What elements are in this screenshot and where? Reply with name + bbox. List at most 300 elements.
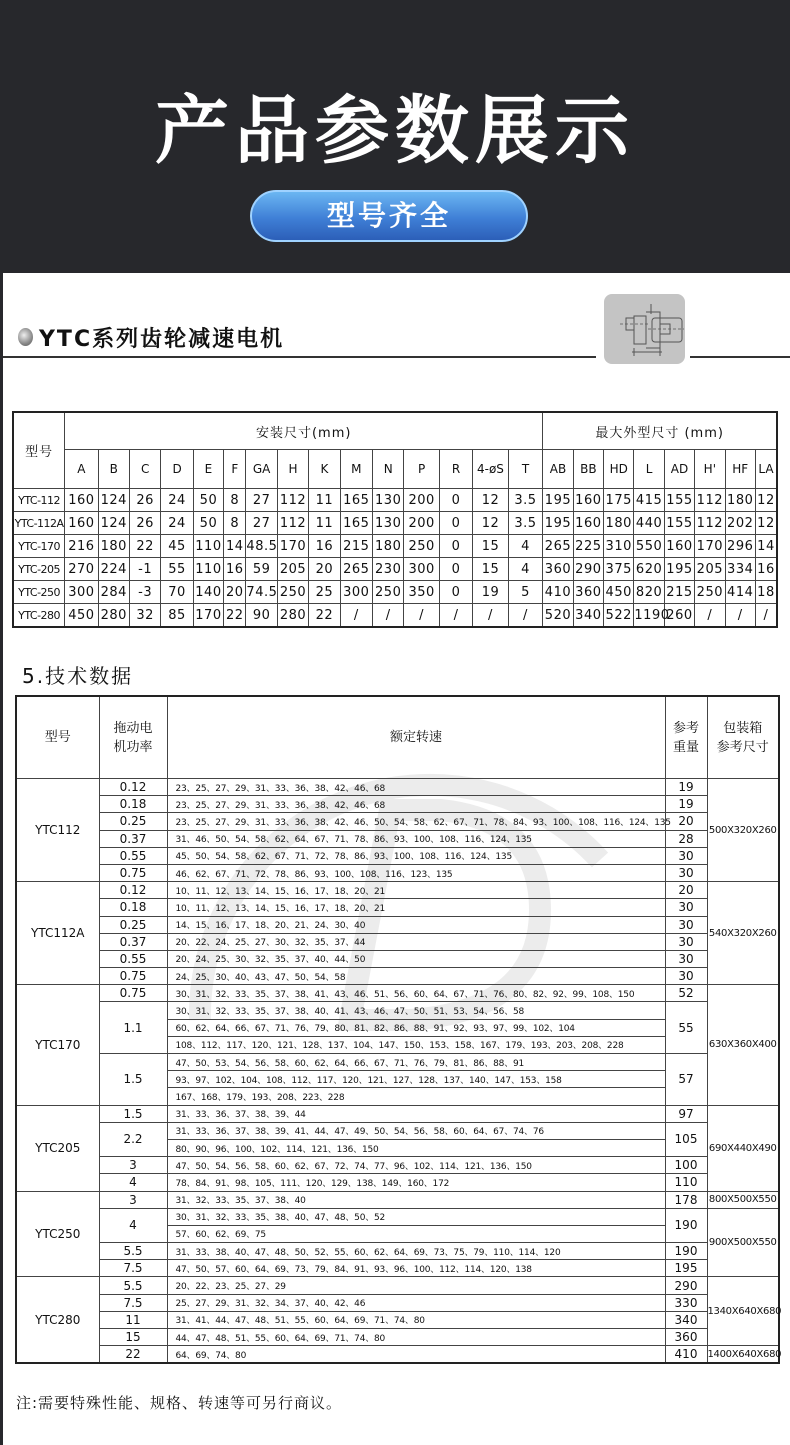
model-cell: YTC112A xyxy=(16,882,99,985)
value-cell: 3.5 xyxy=(508,512,543,535)
value-cell: 27 xyxy=(246,489,277,512)
column-header: A xyxy=(65,450,98,489)
value-cell: 165 xyxy=(340,512,372,535)
power-cell: 1.5 xyxy=(99,1054,167,1106)
column-header: 4-øS xyxy=(473,450,508,489)
value-cell: 250 xyxy=(277,581,308,604)
power-cell: 0.25 xyxy=(99,813,167,830)
value-cell: 130 xyxy=(373,489,404,512)
column-header: L xyxy=(634,450,664,489)
value-cell: 0 xyxy=(439,512,472,535)
power-cell: 0.25 xyxy=(99,916,167,933)
value-cell: 4 xyxy=(508,535,543,558)
header-model: 型号 xyxy=(13,412,65,489)
value-cell: 8 xyxy=(224,489,246,512)
value-cell: 112 xyxy=(277,489,308,512)
value-cell: 12 xyxy=(755,489,777,512)
speed-cell: 31、33、36、37、38、39、41、44、47、49、50、54、56、58、60、64、67、74、76 xyxy=(167,1122,665,1139)
value-cell: 310 xyxy=(604,535,634,558)
value-cell: 5 xyxy=(508,581,543,604)
speed-cell: 93、97、102、104、108、112、117、120、121、127、128、137、140、147、153、158 xyxy=(167,1071,665,1088)
weight-cell: 55 xyxy=(665,1002,707,1054)
power-cell: 0.55 xyxy=(99,847,167,864)
speed-cell: 80、90、96、100、102、114、121、136、150 xyxy=(167,1139,665,1156)
model-cell: YTC280 xyxy=(16,1277,99,1363)
power-cell: 5.5 xyxy=(99,1277,167,1294)
speed-cell: 57、60、62、69、75 xyxy=(167,1225,665,1242)
table-row xyxy=(16,1208,779,1225)
speed-cell: 20、22、24、25、27、30、32、35、37、44 xyxy=(167,933,665,950)
value-cell: 22 xyxy=(129,535,160,558)
value-cell: 414 xyxy=(725,581,755,604)
value-cell: 205 xyxy=(695,558,725,581)
value-cell: 4 xyxy=(508,558,543,581)
power-cell: 0.18 xyxy=(99,796,167,813)
value-cell: / xyxy=(473,604,508,628)
column-header: P xyxy=(404,450,439,489)
table-row xyxy=(16,933,779,950)
speed-cell: 46、62、67、71、72、78、86、93、100、108、116、123、135 xyxy=(167,864,665,881)
value-cell: 74.5 xyxy=(246,581,277,604)
gear-motor-drawing-icon xyxy=(604,294,685,364)
table-row xyxy=(16,796,779,813)
weight-cell: 178 xyxy=(665,1191,707,1208)
model-cell: YTC250 xyxy=(16,1191,99,1277)
table-row xyxy=(16,1174,779,1191)
speed-cell: 31、32、33、35、37、38、40 xyxy=(167,1191,665,1208)
model-cell: YTC-112 xyxy=(13,489,65,512)
header-box-line2: 参考尺寸 xyxy=(716,739,769,755)
value-cell: 280 xyxy=(277,604,308,628)
value-cell: 230 xyxy=(373,558,404,581)
weight-cell: 30 xyxy=(665,916,707,933)
value-cell: 45 xyxy=(161,535,193,558)
value-cell: 160 xyxy=(65,512,98,535)
table-row xyxy=(13,512,777,535)
value-cell: 296 xyxy=(725,535,755,558)
model-cell: YTC-280 xyxy=(13,604,65,628)
value-cell: 195 xyxy=(543,489,573,512)
power-cell: 2.2 xyxy=(99,1122,167,1156)
power-cell: 0.37 xyxy=(99,830,167,847)
footnote: 注:需要特殊性能、规格、转速等可另行商议。 xyxy=(16,1394,343,1412)
value-cell: 250 xyxy=(695,581,725,604)
value-cell: / xyxy=(508,604,543,628)
table-row xyxy=(16,847,779,864)
power-cell: 7.5 xyxy=(99,1294,167,1311)
divider xyxy=(3,356,396,358)
header-model xyxy=(16,696,99,779)
value-cell: 450 xyxy=(604,581,634,604)
value-cell: 0 xyxy=(439,581,472,604)
table-row xyxy=(16,899,779,916)
box-size-cell: 690X440X490 xyxy=(707,1105,779,1191)
power-cell: 0.75 xyxy=(99,985,167,1002)
speed-cell: 31、33、38、40、47、48、50、52、55、60、62、64、69、73、75、79、110、114、120 xyxy=(167,1243,665,1260)
table-row xyxy=(16,1105,779,1122)
value-cell: 19 xyxy=(473,581,508,604)
tech-data-table xyxy=(15,695,780,1364)
value-cell: 620 xyxy=(634,558,664,581)
weight-cell: 57 xyxy=(665,1054,707,1106)
header-power-line2: 机功率 xyxy=(113,739,153,755)
power-cell: 4 xyxy=(99,1174,167,1191)
value-cell: 112 xyxy=(277,512,308,535)
model-cell: YTC170 xyxy=(16,985,99,1105)
value-cell: 85 xyxy=(161,604,193,628)
power-cell: 0.75 xyxy=(99,968,167,985)
speed-cell: 167、168、179、193、208、223、228 xyxy=(167,1088,665,1105)
speed-cell: 45、50、54、58、62、67、71、72、78、86、93、100、108、116、124、135 xyxy=(167,847,665,864)
table-row xyxy=(16,1243,779,1260)
power-cell: 7.5 xyxy=(99,1260,167,1277)
value-cell: 18 xyxy=(755,581,777,604)
value-cell: / xyxy=(404,604,439,628)
speed-cell: 25、27、29、31、32、34、37、40、42、46 xyxy=(167,1294,665,1311)
value-cell: 55 xyxy=(161,558,193,581)
value-cell: 820 xyxy=(634,581,664,604)
value-cell: / xyxy=(340,604,372,628)
header-weight-line2: 重量 xyxy=(672,739,699,755)
value-cell: 140 xyxy=(193,581,223,604)
value-cell: 250 xyxy=(404,535,439,558)
weight-cell: 30 xyxy=(665,950,707,967)
value-cell: 340 xyxy=(573,604,603,628)
speed-cell: 30、31、32、33、35、37、38、41、43、46、51、56、60、64、67、71、76、80、82、92、99、108、150 xyxy=(167,985,665,1002)
speed-cell: 10、11、12、13、14、15、16、17、18、20、21 xyxy=(167,882,665,899)
value-cell: 195 xyxy=(664,558,694,581)
speed-cell: 78、84、91、98、105、111、120、129、138、149、160、172 xyxy=(167,1174,665,1191)
section-heading xyxy=(18,322,284,352)
value-cell: 22 xyxy=(224,604,246,628)
box-size-cell: 1340X640X680 xyxy=(707,1277,779,1346)
value-cell: 180 xyxy=(98,535,129,558)
value-cell: 160 xyxy=(573,512,603,535)
model-cell: YTC-170 xyxy=(13,535,65,558)
speed-cell: 20、24、25、30、32、35、37、40、44、50 xyxy=(167,950,665,967)
header-install-dimensions: 安装尺寸(mm) xyxy=(65,412,543,450)
weight-cell: 19 xyxy=(665,796,707,813)
model-cell: YTC-112A xyxy=(13,512,65,535)
value-cell: 415 xyxy=(634,489,664,512)
hero-banner xyxy=(0,0,790,273)
value-cell: 180 xyxy=(604,512,634,535)
speed-cell: 31、46、50、54、58、62、64、67、71、78、86、93、100、108、116、124、135 xyxy=(167,830,665,847)
power-cell: 4 xyxy=(99,1208,167,1242)
value-cell: 16 xyxy=(309,535,340,558)
value-cell: 12 xyxy=(473,512,508,535)
column-header: AD xyxy=(664,450,694,489)
power-cell: 0.12 xyxy=(99,779,167,796)
value-cell: 14 xyxy=(224,535,246,558)
column-header: BB xyxy=(573,450,603,489)
value-cell: 170 xyxy=(695,535,725,558)
speed-cell: 30、31、32、33、35、37、38、40、41、43、46、47、50、51、53、54、56、58 xyxy=(167,1002,665,1019)
speed-cell: 108、112、117、120、121、128、137、104、147、150、153、158、167、179、193、203、208、228 xyxy=(167,1036,665,1053)
value-cell: 410 xyxy=(543,581,573,604)
box-size-cell: 540X320X260 xyxy=(707,882,779,985)
model-cell: YTC112 xyxy=(16,779,99,882)
value-cell: 14 xyxy=(755,535,777,558)
weight-cell: 30 xyxy=(665,864,707,881)
header-speed-label: 额定转速 xyxy=(389,730,442,745)
value-cell: 216 xyxy=(65,535,98,558)
speed-cell: 30、31、32、33、35、38、40、47、48、50、52 xyxy=(167,1208,665,1225)
weight-cell: 330 xyxy=(665,1294,707,1311)
table-row xyxy=(16,1122,779,1139)
value-cell: / xyxy=(695,604,725,628)
value-cell: 112 xyxy=(695,512,725,535)
weight-cell: 30 xyxy=(665,933,707,950)
table-row xyxy=(16,1002,779,1019)
value-cell: / xyxy=(439,604,472,628)
table-row xyxy=(13,489,777,512)
table-row xyxy=(16,1191,779,1208)
table-row xyxy=(16,882,779,899)
weight-cell: 290 xyxy=(665,1277,707,1294)
header-weight-line1: 参考 xyxy=(672,720,699,736)
column-header: GA xyxy=(246,450,277,489)
column-header: LA xyxy=(755,450,777,489)
table-row xyxy=(16,968,779,985)
column-header: C xyxy=(129,450,160,489)
speed-cell: 23、25、27、29、31、33、36、38、42、46、68 xyxy=(167,779,665,796)
weight-cell: 28 xyxy=(665,830,707,847)
value-cell: 175 xyxy=(604,489,634,512)
weight-cell: 190 xyxy=(665,1243,707,1260)
value-cell: 165 xyxy=(340,489,372,512)
column-header: R xyxy=(439,450,472,489)
weight-cell: 410 xyxy=(665,1346,707,1363)
value-cell: 215 xyxy=(664,581,694,604)
speed-cell: 44、47、48、51、55、60、64、69、71、74、80 xyxy=(167,1329,665,1346)
weight-cell: 97 xyxy=(665,1105,707,1122)
value-cell: 284 xyxy=(98,581,129,604)
weight-cell: 30 xyxy=(665,968,707,985)
value-cell: 270 xyxy=(65,558,98,581)
value-cell: 200 xyxy=(404,489,439,512)
value-cell: 225 xyxy=(573,535,603,558)
box-size-cell: 800X500X550 xyxy=(707,1191,779,1208)
weight-cell: 360 xyxy=(665,1329,707,1346)
value-cell: 27 xyxy=(246,512,277,535)
table-row xyxy=(16,779,779,796)
header-outer-dimensions: 最大外型尺寸 (mm) xyxy=(543,412,777,450)
table-row xyxy=(16,1311,779,1328)
value-cell: -3 xyxy=(129,581,160,604)
value-cell: 110 xyxy=(193,535,223,558)
value-cell: 215 xyxy=(340,535,372,558)
table-row xyxy=(16,830,779,847)
value-cell: 170 xyxy=(277,535,308,558)
column-header: D xyxy=(161,450,193,489)
power-cell: 0.12 xyxy=(99,882,167,899)
table-row xyxy=(13,558,777,581)
series-title: YTC系列齿轮减速电机 xyxy=(39,326,285,352)
value-cell: 24 xyxy=(161,489,193,512)
value-cell: 265 xyxy=(543,535,573,558)
value-cell: 20 xyxy=(224,581,246,604)
header-box-size xyxy=(707,696,779,779)
column-header: F xyxy=(224,450,246,489)
value-cell: 124 xyxy=(98,489,129,512)
divider xyxy=(396,356,596,358)
column-header: B xyxy=(98,450,129,489)
header-weight xyxy=(665,696,707,779)
weight-cell: 30 xyxy=(665,847,707,864)
value-cell: 300 xyxy=(340,581,372,604)
value-cell: 24 xyxy=(161,512,193,535)
table-row xyxy=(16,985,779,1002)
speed-cell: 47、50、54、56、58、60、62、67、72、74、77、96、102、114、121、136、150 xyxy=(167,1157,665,1174)
table-row xyxy=(16,1277,779,1294)
value-cell: 15 xyxy=(473,535,508,558)
page-title: 产品参数展示 xyxy=(155,88,635,174)
value-cell: 1190 xyxy=(634,604,664,628)
value-cell: 26 xyxy=(129,489,160,512)
value-cell: 180 xyxy=(373,535,404,558)
column-header: N xyxy=(373,450,404,489)
value-cell: 290 xyxy=(573,558,603,581)
models-complete-badge: 型号齐全 xyxy=(250,190,528,242)
speed-cell: 14、15、16、17、18、20、21、24、30、40 xyxy=(167,916,665,933)
header-rated-speed xyxy=(167,696,665,779)
table-row xyxy=(16,813,779,830)
value-cell: 522 xyxy=(604,604,634,628)
column-header: K xyxy=(309,450,340,489)
table-row xyxy=(16,1294,779,1311)
value-cell: 15 xyxy=(473,558,508,581)
value-cell: 300 xyxy=(65,581,98,604)
value-cell: 22 xyxy=(309,604,340,628)
value-cell: 11 xyxy=(309,512,340,535)
weight-cell: 105 xyxy=(665,1122,707,1156)
value-cell: 3.5 xyxy=(508,489,543,512)
table-row xyxy=(16,916,779,933)
column-header: HF xyxy=(725,450,755,489)
weight-cell: 110 xyxy=(665,1174,707,1191)
power-cell: 3 xyxy=(99,1191,167,1208)
table-row xyxy=(13,535,777,558)
value-cell: 110 xyxy=(193,558,223,581)
model-cell: YTC205 xyxy=(16,1105,99,1191)
column-header: M xyxy=(340,450,372,489)
value-cell: 350 xyxy=(404,581,439,604)
header-power-line1: 拖动电 xyxy=(113,720,153,736)
value-cell: 155 xyxy=(664,489,694,512)
model-cell: YTC-205 xyxy=(13,558,65,581)
value-cell: 155 xyxy=(664,512,694,535)
weight-cell: 20 xyxy=(665,882,707,899)
value-cell: -1 xyxy=(129,558,160,581)
speed-cell: 31、41、44、47、48、51、55、60、64、69、71、74、80 xyxy=(167,1311,665,1328)
power-cell: 0.75 xyxy=(99,864,167,881)
table-row xyxy=(16,1054,779,1071)
weight-cell: 19 xyxy=(665,779,707,796)
value-cell: 20 xyxy=(309,558,340,581)
speed-cell: 24、25、30、40、43、47、50、54、58 xyxy=(167,968,665,985)
value-cell: 360 xyxy=(543,558,573,581)
table-row xyxy=(13,604,777,628)
tech-data-heading: 5.技术数据 xyxy=(22,664,134,688)
table-row xyxy=(16,1346,779,1363)
column-header: E xyxy=(193,450,223,489)
table-row xyxy=(13,581,777,604)
speed-cell: 60、62、64、66、67、71、76、79、80、81、82、86、88、91、92、93、97、99、102、104 xyxy=(167,1019,665,1036)
value-cell: 300 xyxy=(404,558,439,581)
value-cell: 334 xyxy=(725,558,755,581)
power-cell: 11 xyxy=(99,1311,167,1328)
bullet-icon xyxy=(18,328,33,346)
value-cell: 112 xyxy=(695,489,725,512)
value-cell: 90 xyxy=(246,604,277,628)
value-cell: 260 xyxy=(664,604,694,628)
value-cell: 70 xyxy=(161,581,193,604)
power-cell: 5.5 xyxy=(99,1243,167,1260)
speed-cell: 20、22、23、25、27、29 xyxy=(167,1277,665,1294)
power-cell: 0.18 xyxy=(99,899,167,916)
value-cell: / xyxy=(725,604,755,628)
value-cell: 360 xyxy=(573,581,603,604)
value-cell: 8 xyxy=(224,512,246,535)
value-cell: 202 xyxy=(725,512,755,535)
value-cell: 11 xyxy=(309,489,340,512)
value-cell: 205 xyxy=(277,558,308,581)
weight-cell: 52 xyxy=(665,985,707,1002)
speed-cell: 23、25、27、29、31、33、36、38、42、46、68 xyxy=(167,796,665,813)
weight-cell: 100 xyxy=(665,1157,707,1174)
value-cell: 32 xyxy=(129,604,160,628)
column-header: AB xyxy=(543,450,573,489)
value-cell: / xyxy=(373,604,404,628)
value-cell: 16 xyxy=(755,558,777,581)
speed-cell: 10、11、12、13、14、15、16、17、18、20、21 xyxy=(167,899,665,916)
value-cell: 160 xyxy=(664,535,694,558)
header-model-label: 型号 xyxy=(44,730,71,745)
value-cell: 265 xyxy=(340,558,372,581)
weight-cell: 340 xyxy=(665,1311,707,1328)
value-cell: 124 xyxy=(98,512,129,535)
left-border xyxy=(0,273,3,1445)
power-cell: 15 xyxy=(99,1329,167,1346)
value-cell: 59 xyxy=(246,558,277,581)
value-cell: 16 xyxy=(224,558,246,581)
table-row xyxy=(16,864,779,881)
speed-cell: 23、25、27、29、31、33、36、38、42、46、50、54、58、62、67、71、78、84、93、100、108、116、124、135 xyxy=(167,813,665,830)
value-cell: 280 xyxy=(98,604,129,628)
power-cell: 3 xyxy=(99,1157,167,1174)
value-cell: / xyxy=(755,604,777,628)
divider xyxy=(690,356,790,358)
model-cell: YTC-250 xyxy=(13,581,65,604)
table-row xyxy=(16,1260,779,1277)
speed-cell: 64、69、74、80 xyxy=(167,1346,665,1363)
box-size-cell: 1400X640X680 xyxy=(707,1346,779,1363)
box-size-cell: 900X500X550 xyxy=(707,1208,779,1277)
column-header: H xyxy=(277,450,308,489)
value-cell: 50 xyxy=(193,512,223,535)
value-cell: 25 xyxy=(309,581,340,604)
weight-cell: 195 xyxy=(665,1260,707,1277)
table-row xyxy=(16,1157,779,1174)
header-box-line1: 包装箱 xyxy=(723,720,763,736)
speed-cell: 31、33、36、37、38、39、44 xyxy=(167,1105,665,1122)
table-row xyxy=(16,950,779,967)
power-cell: 22 xyxy=(99,1346,167,1363)
value-cell: 130 xyxy=(373,512,404,535)
value-cell: 0 xyxy=(439,535,472,558)
speed-cell: 47、50、57、60、64、69、73、79、84、91、93、96、100、112、114、120、138 xyxy=(167,1260,665,1277)
